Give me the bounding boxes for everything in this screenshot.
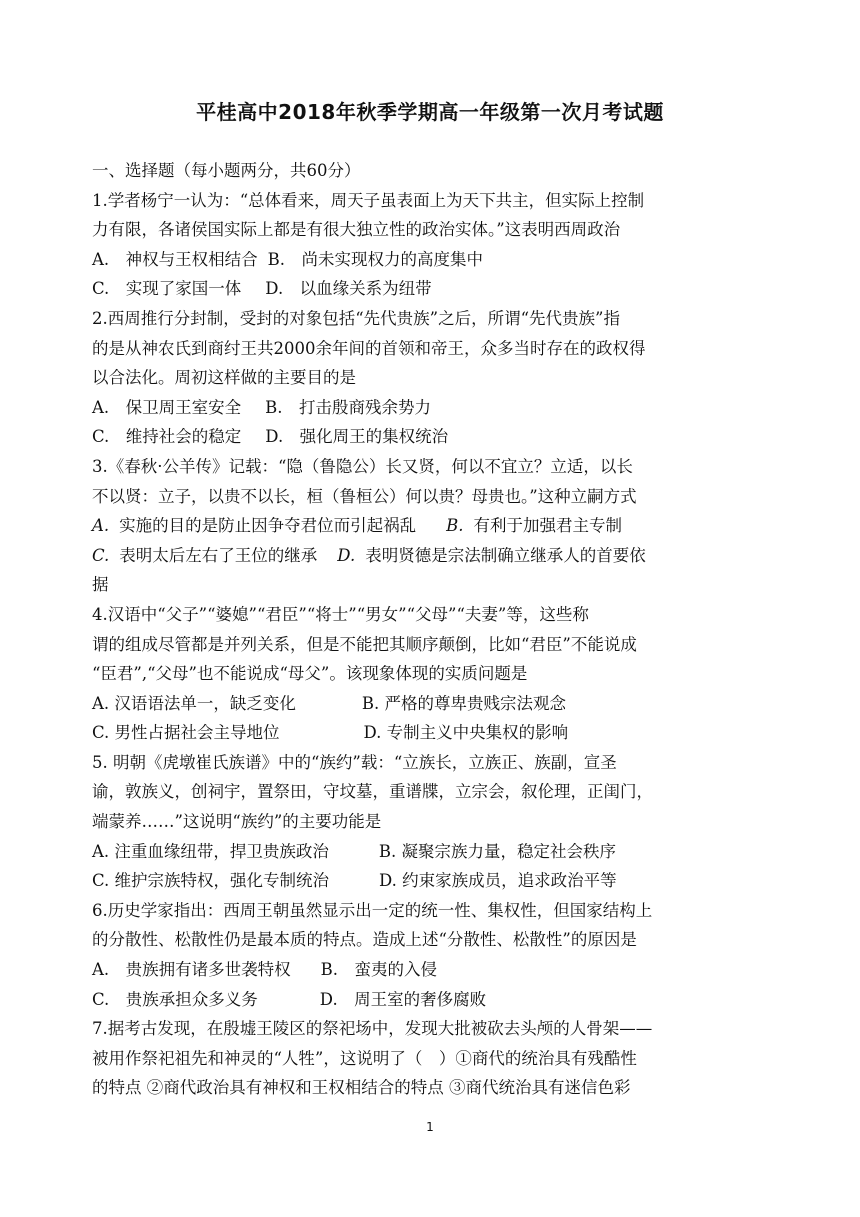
question-3-options-row	[92, 541, 772, 571]
question-7-stem-line: 被用作祭祀祖先和神灵的“人牲”，这说明了（ ）①商代的统治具有残酷性	[92, 1048, 637, 1068]
question-2-option-d: D. 强化周王的集权统治	[265, 427, 449, 447]
question-5-option-d: D. 约束家族成员，追求政治平等	[379, 871, 617, 891]
question-3-option-d-continued: 据	[92, 575, 109, 595]
question-3-option-a: 实施的目的是防止因争夺君位而引起祸乱	[119, 516, 417, 536]
question-1-option-a: A. 神权与王权相结合	[92, 249, 258, 269]
question-3-option-c-letter: C.	[92, 545, 110, 565]
exam-content	[92, 156, 772, 1103]
question-3-stem-line: 3.《春秋·公羊传》记载：“隐（鲁隐公）长又贤，何以不宜立？立适，以长	[92, 456, 633, 476]
question-5-option-b: B. 凝聚宗族力量，稳定社会秩序	[378, 841, 617, 861]
question-6-options-row	[92, 985, 772, 1015]
question-6-option-a: A. 贵族拥有诸多世袭特权	[92, 960, 291, 980]
question-4-stem-line: 4.汉语中“父子”“婆媳”“君臣”“将士”“男女”“父母”“夫妻”等，这些称	[92, 604, 589, 624]
question-2-options-row	[92, 393, 772, 423]
question-1-options-row	[92, 245, 772, 275]
exam-title: 平桂高中2018年秋季学期高一年级第一次月考试题	[196, 100, 664, 124]
question-4-options-row	[92, 689, 772, 719]
question-5-stem-line: 5. 明朝《虎墩崔氏族谱》中的“族约”载：“立族长，立族正、族副，宣圣	[92, 752, 617, 772]
question-1-option-b: B. 尚未实现权力的高度集中	[267, 249, 484, 269]
question-5-stem-line: 端蒙养……”这说明“族约”的主要功能是	[92, 812, 382, 832]
question-2-option-b: B. 打击殷商残余势力	[265, 397, 432, 417]
question-4-option-d: D. 专制主义中央集权的影响	[363, 723, 569, 743]
question-2-options-row	[92, 422, 772, 452]
question-4-option-a: A. 汉语语法单一，缺乏变化	[92, 693, 296, 713]
question-3-option-d-letter: D.	[337, 545, 356, 565]
question-3-option-a-letter: A.	[92, 516, 110, 536]
question-5-option-c: C. 维护宗族特权，强化专制统治	[92, 871, 330, 891]
question-2-stem-line: 的是从神农氏到商纣王共2000余年间的首领和帝王，众多当时存在的政权得	[92, 338, 646, 358]
question-2-option-c: C. 维持社会的稳定	[92, 427, 242, 447]
question-2-option-a: A. 保卫周王室安全	[92, 397, 242, 417]
question-3-option-b-letter: B.	[446, 516, 464, 536]
question-5-options-row	[92, 837, 772, 867]
question-2-stem-line: 2.西周推行分封制，受封的对象包括“先代贵族”之后，所谓“先代贵族”指	[92, 308, 620, 328]
question-5-option-a: A. 注重血缘纽带，捍卫贵族政治	[92, 841, 329, 861]
question-4-option-b: B. 严格的尊卑贵贱宗法观念	[361, 693, 567, 713]
question-4-options-row	[92, 718, 772, 748]
question-3-stem-line: 不以贤：立子，以贵不以长，桓（鲁桓公）何以贵？母贵也。”这种立嗣方式	[92, 486, 637, 506]
question-2-stem-line: 以合法化。周初这样做的主要目的是	[92, 368, 356, 388]
question-1-options-row	[92, 274, 772, 304]
question-6-option-c: C. 贵族承担众多义务	[92, 989, 258, 1009]
question-6-options-row	[92, 955, 772, 985]
question-3-option-d: 表明贤德是宗法制确立继承人的首要依	[365, 545, 646, 565]
question-1-option-c: C. 实现了家国一体	[92, 279, 242, 299]
section-heading: 一、选择题（每小题两分，共60分）	[92, 161, 361, 180]
question-6-option-b: B. 蛮夷的入侵	[320, 960, 438, 980]
question-6-stem-line: 的分散性、松散性仍是最本质的特点。造成上述“分散性、松散性”的原因是	[92, 930, 637, 950]
question-4-stem-line: “臣君”,“父母”也不能说成“母父”。该现象体现的实质问题是	[92, 664, 528, 684]
question-4-stem-line: 谓的组成尽管都是并列关系，但是不能把其顺序颠倒，比如“君臣”不能说成	[92, 634, 637, 654]
question-7-stem-line: 的特点 ②商代政治具有神权和王权相结合的特点 ③商代统治具有迷信色彩	[92, 1078, 631, 1098]
question-1-stem-line: 1.学者杨宁一认为：“总体看来，周天子虽表面上为天下共主，但实际上控制	[92, 190, 645, 210]
question-1-option-d: D. 以血缘关系为纽带	[265, 279, 432, 299]
question-3-option-c: 表明太后左右了王位的继承	[119, 545, 318, 565]
question-5-options-row	[92, 866, 772, 896]
question-1-stem-line: 力有限，各诸侯国实际上都是有很大独立性的政治实体。”这表明西周政治	[92, 220, 621, 240]
question-3-option-b: 有利于加强君主专制	[473, 516, 623, 536]
question-5-stem-line: 谕，敦族义，创祠宇，置祭田，守坟墓，重谱牒，立宗会，叙伦理，正闺门，	[92, 782, 653, 802]
page-number: 1	[426, 1120, 434, 1134]
question-6-stem-line: 6.历史学家指出：西周王朝虽然显示出一定的统一性、集权性，但国家结构上	[92, 900, 653, 920]
question-4-option-c: C. 男性占据社会主导地位	[92, 723, 280, 743]
question-6-option-d: D. 周王室的奢侈腐败	[319, 989, 487, 1009]
question-7-stem-line: 7.据考古发现，在殷墟王陵区的祭祀场中，发现大批被砍去头颅的人骨架——	[92, 1019, 653, 1039]
question-3-options-row	[92, 511, 772, 541]
